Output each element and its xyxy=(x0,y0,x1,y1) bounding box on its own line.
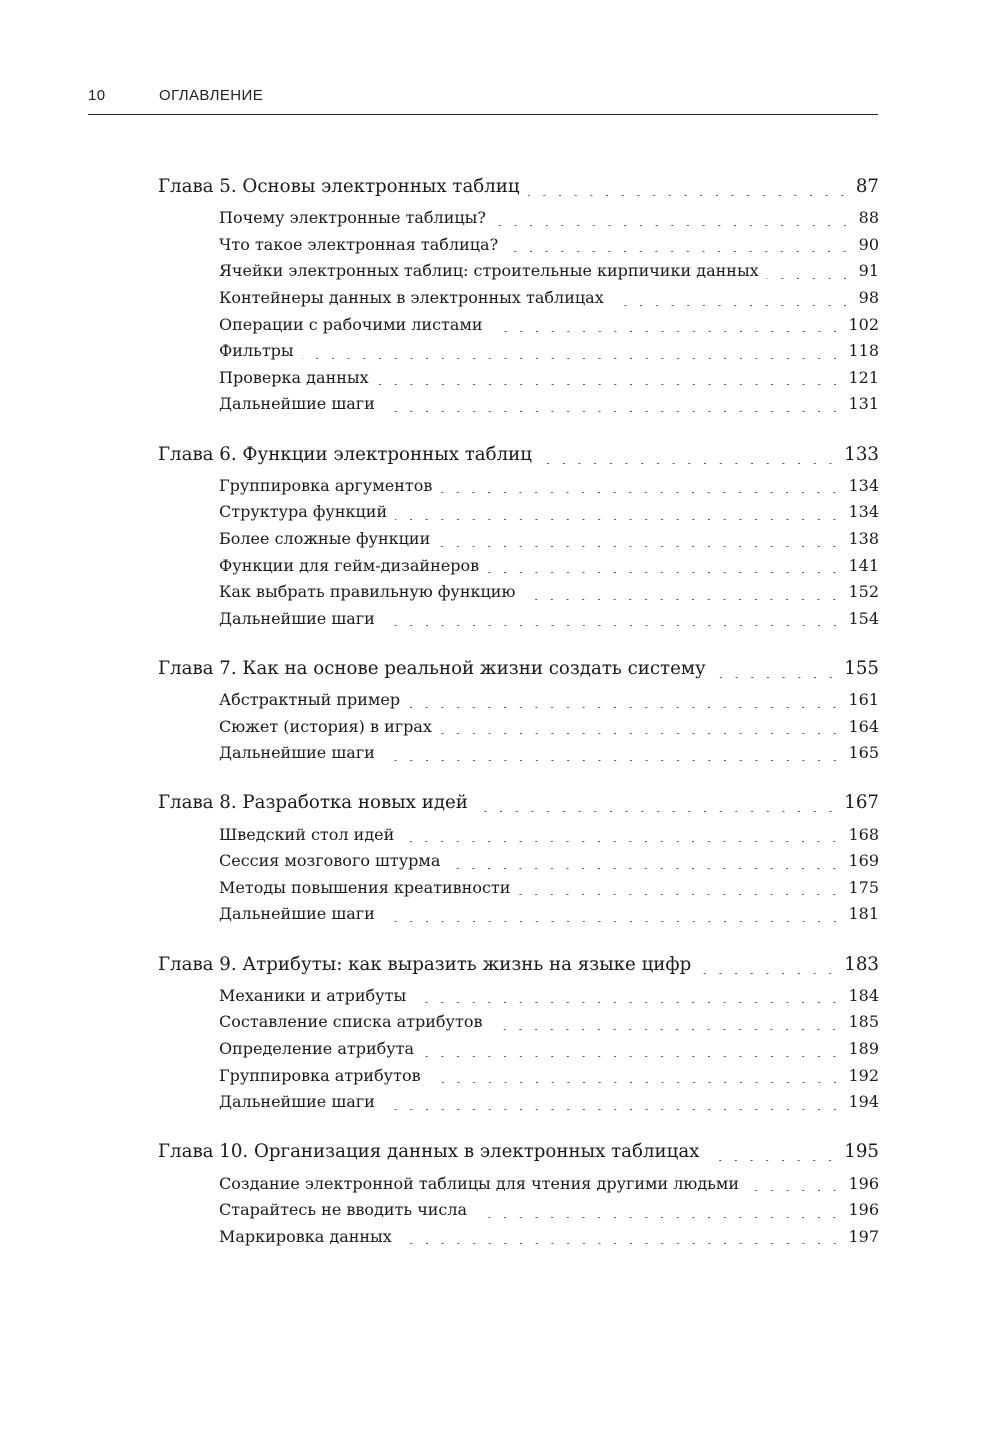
section-page-number: 121 xyxy=(848,367,879,387)
section-page-number: 169 xyxy=(848,851,879,871)
section-entry[interactable] xyxy=(158,1197,879,1224)
section-entry[interactable] xyxy=(158,848,879,875)
section-title: Методы повышения креативности xyxy=(219,877,511,897)
section-entry[interactable] xyxy=(158,205,879,232)
section-page-number: 194 xyxy=(848,1092,879,1112)
section-title: Дальнейшие шаги xyxy=(219,743,375,763)
section-page-number: 131 xyxy=(848,394,879,414)
section-entry[interactable] xyxy=(158,391,879,418)
chapter-page-number: 133 xyxy=(844,443,879,465)
dot-leader xyxy=(699,973,838,974)
chapter-entry[interactable] xyxy=(158,172,879,202)
dot-leader xyxy=(422,1056,842,1057)
chapter-title: Глава 10. Организация данных в электронных таблицах xyxy=(158,1141,700,1163)
chapter-entry[interactable] xyxy=(158,788,879,818)
section-title: Проверка данных xyxy=(219,367,369,387)
dot-leader xyxy=(414,1002,842,1003)
section-title: Функции для гейм-дизайнеров xyxy=(219,555,480,575)
dot-leader xyxy=(518,894,842,895)
section-title: Маркировка данных xyxy=(219,1226,392,1246)
section-entry[interactable] xyxy=(158,285,879,312)
dot-leader xyxy=(383,411,843,412)
section-title: Структура функций xyxy=(219,502,388,522)
section-title: Механики и атрибуты xyxy=(219,985,407,1005)
chapter-title: Глава 8. Разработка новых идей xyxy=(158,792,468,814)
dot-leader xyxy=(490,1029,842,1030)
dot-leader xyxy=(408,707,842,708)
section-title: Фильтры xyxy=(219,341,294,361)
section-page-number: 196 xyxy=(848,1200,879,1220)
section-page-number: 88 xyxy=(858,208,879,228)
section-title: Старайтесь не вводить числа xyxy=(219,1200,468,1220)
running-head xyxy=(88,84,878,115)
section-entry[interactable] xyxy=(158,553,879,580)
section-page-number: 175 xyxy=(848,877,879,897)
section-entry[interactable] xyxy=(158,1009,879,1036)
section-title: Шведский стол идей xyxy=(219,824,395,844)
section-entry[interactable] xyxy=(158,312,879,339)
section-page-number: 196 xyxy=(848,1173,879,1193)
section-page-number: 184 xyxy=(848,985,879,1005)
dot-leader xyxy=(383,921,843,922)
page-number: 10 xyxy=(88,87,106,104)
section-title: Ячейки электронных таблиц: строительные кирпичики данных xyxy=(219,261,759,281)
section-entry[interactable] xyxy=(158,901,879,928)
section-title: Что такое электронная таблица? xyxy=(219,234,499,254)
section-entry[interactable] xyxy=(158,1036,879,1063)
section-page-number: 138 xyxy=(848,528,879,548)
section-page-number: 118 xyxy=(848,341,879,361)
section-entry[interactable] xyxy=(158,822,879,849)
dot-leader xyxy=(475,1217,842,1218)
section-title: Создание электронной таблицы для чтения другими людьми xyxy=(219,1173,739,1193)
section-entry[interactable] xyxy=(158,714,879,741)
chapter-entry[interactable] xyxy=(158,654,879,684)
section-title: Группировка атрибутов xyxy=(219,1065,421,1085)
section-entry[interactable] xyxy=(158,606,879,633)
section-entry[interactable] xyxy=(158,1063,879,1090)
dot-leader xyxy=(440,492,842,493)
section-entry[interactable] xyxy=(158,740,879,767)
section-page-number: 141 xyxy=(848,555,879,575)
chapter-page-number: 167 xyxy=(844,792,879,814)
dot-leader xyxy=(302,358,843,359)
chapter-title: Глава 5. Основы электронных таблиц xyxy=(158,176,520,197)
section-page-number: 152 xyxy=(848,582,879,602)
dot-leader xyxy=(494,225,853,226)
dot-leader xyxy=(383,1109,843,1110)
section-entry[interactable] xyxy=(158,1089,879,1116)
section-title: Дальнейшие шаги xyxy=(219,394,375,414)
section-title: Абстрактный пример xyxy=(219,690,401,710)
section-title: Дальнейшие шаги xyxy=(219,904,375,924)
chapter-entry[interactable] xyxy=(158,440,879,470)
running-head-title: ОГЛАВЛЕНИЕ xyxy=(159,87,264,104)
dot-leader xyxy=(395,519,842,520)
dot-leader xyxy=(491,331,843,332)
section-page-number: 165 xyxy=(848,743,879,763)
toc-chapter xyxy=(158,1137,879,1250)
section-page-number: 189 xyxy=(848,1038,879,1058)
section-page-number: 134 xyxy=(848,475,879,495)
dot-leader xyxy=(612,305,853,306)
section-title: Контейнеры данных в электронных таблицах xyxy=(219,287,604,307)
section-page-number: 185 xyxy=(848,1012,879,1032)
section-page-number: 91 xyxy=(858,261,879,281)
dot-leader xyxy=(383,625,843,626)
section-title: Почему электронные таблицы? xyxy=(219,208,486,228)
section-page-number: 181 xyxy=(848,904,879,924)
section-entry[interactable] xyxy=(158,1171,879,1198)
section-page-number: 134 xyxy=(848,502,879,522)
dot-leader xyxy=(429,1082,843,1083)
chapter-entry[interactable] xyxy=(158,1137,879,1167)
chapter-page-number: 195 xyxy=(844,1141,879,1163)
dot-leader xyxy=(767,278,853,279)
section-entry[interactable] xyxy=(158,526,879,553)
section-page-number: 164 xyxy=(848,716,879,736)
section-title: Составление списка атрибутов xyxy=(219,1012,483,1032)
section-title: Определение атрибута xyxy=(219,1038,415,1058)
dot-leader xyxy=(440,733,843,734)
dot-leader xyxy=(476,811,838,812)
section-page-number: 197 xyxy=(848,1226,879,1246)
toc-chapter xyxy=(158,654,879,767)
chapter-title: Глава 7. Как на основе реальной жизни создать систему xyxy=(158,657,706,679)
section-entry[interactable] xyxy=(158,365,879,392)
section-title: Сессия мозгового штурма xyxy=(219,851,441,871)
section-entry[interactable] xyxy=(158,258,879,285)
section-title: Операции с рабочими листами xyxy=(219,314,483,334)
chapter-title: Глава 9. Атрибуты: как выразить жизнь на языке цифр xyxy=(158,953,692,975)
dot-leader xyxy=(747,1190,842,1191)
table-of-contents xyxy=(158,172,879,1272)
section-title: Более сложные функции xyxy=(219,528,431,548)
section-entry[interactable] xyxy=(158,1224,879,1251)
toc-chapter xyxy=(158,172,879,418)
section-entry[interactable] xyxy=(158,473,879,500)
dot-leader xyxy=(438,546,842,547)
section-entry[interactable] xyxy=(158,338,879,365)
section-title: Сюжет (история) в играх xyxy=(219,716,432,736)
chapter-page-number: 87 xyxy=(855,176,879,197)
dot-leader xyxy=(377,384,843,385)
chapter-title: Глава 6. Функции электронных таблиц xyxy=(158,443,532,465)
dot-leader xyxy=(707,1160,838,1161)
section-page-number: 168 xyxy=(848,824,879,844)
section-title: Дальнейшие шаги xyxy=(219,1092,375,1112)
section-title: Группировка аргументов xyxy=(219,475,433,495)
chapter-page-number: 183 xyxy=(844,953,879,975)
dot-leader xyxy=(487,572,842,573)
section-page-number: 192 xyxy=(848,1065,879,1085)
dot-leader xyxy=(448,868,842,869)
section-page-number: 90 xyxy=(858,234,879,254)
dot-leader xyxy=(402,841,842,842)
dot-leader xyxy=(528,195,850,196)
chapter-page-number: 155 xyxy=(844,657,879,679)
section-title: Дальнейшие шаги xyxy=(219,608,375,628)
section-page-number: 102 xyxy=(848,314,879,334)
section-title: Как выбрать правильную функцию xyxy=(219,582,516,602)
section-entry[interactable] xyxy=(158,875,879,902)
section-entry[interactable] xyxy=(158,232,879,259)
toc-chapter xyxy=(158,950,879,1116)
section-page-number: 161 xyxy=(848,690,879,710)
section-page-number: 154 xyxy=(848,608,879,628)
dot-leader xyxy=(506,251,853,252)
dot-leader xyxy=(540,463,838,464)
toc-chapter xyxy=(158,788,879,928)
toc-chapter xyxy=(158,440,879,633)
chapter-entry[interactable] xyxy=(158,950,879,980)
dot-leader xyxy=(714,677,839,678)
dot-leader xyxy=(400,1243,843,1244)
section-entry[interactable] xyxy=(158,687,879,714)
section-entry[interactable] xyxy=(158,579,879,606)
section-entry[interactable] xyxy=(158,983,879,1010)
section-entry[interactable] xyxy=(158,499,879,526)
dot-leader xyxy=(523,599,842,600)
section-page-number: 98 xyxy=(858,287,879,307)
dot-leader xyxy=(383,760,843,761)
